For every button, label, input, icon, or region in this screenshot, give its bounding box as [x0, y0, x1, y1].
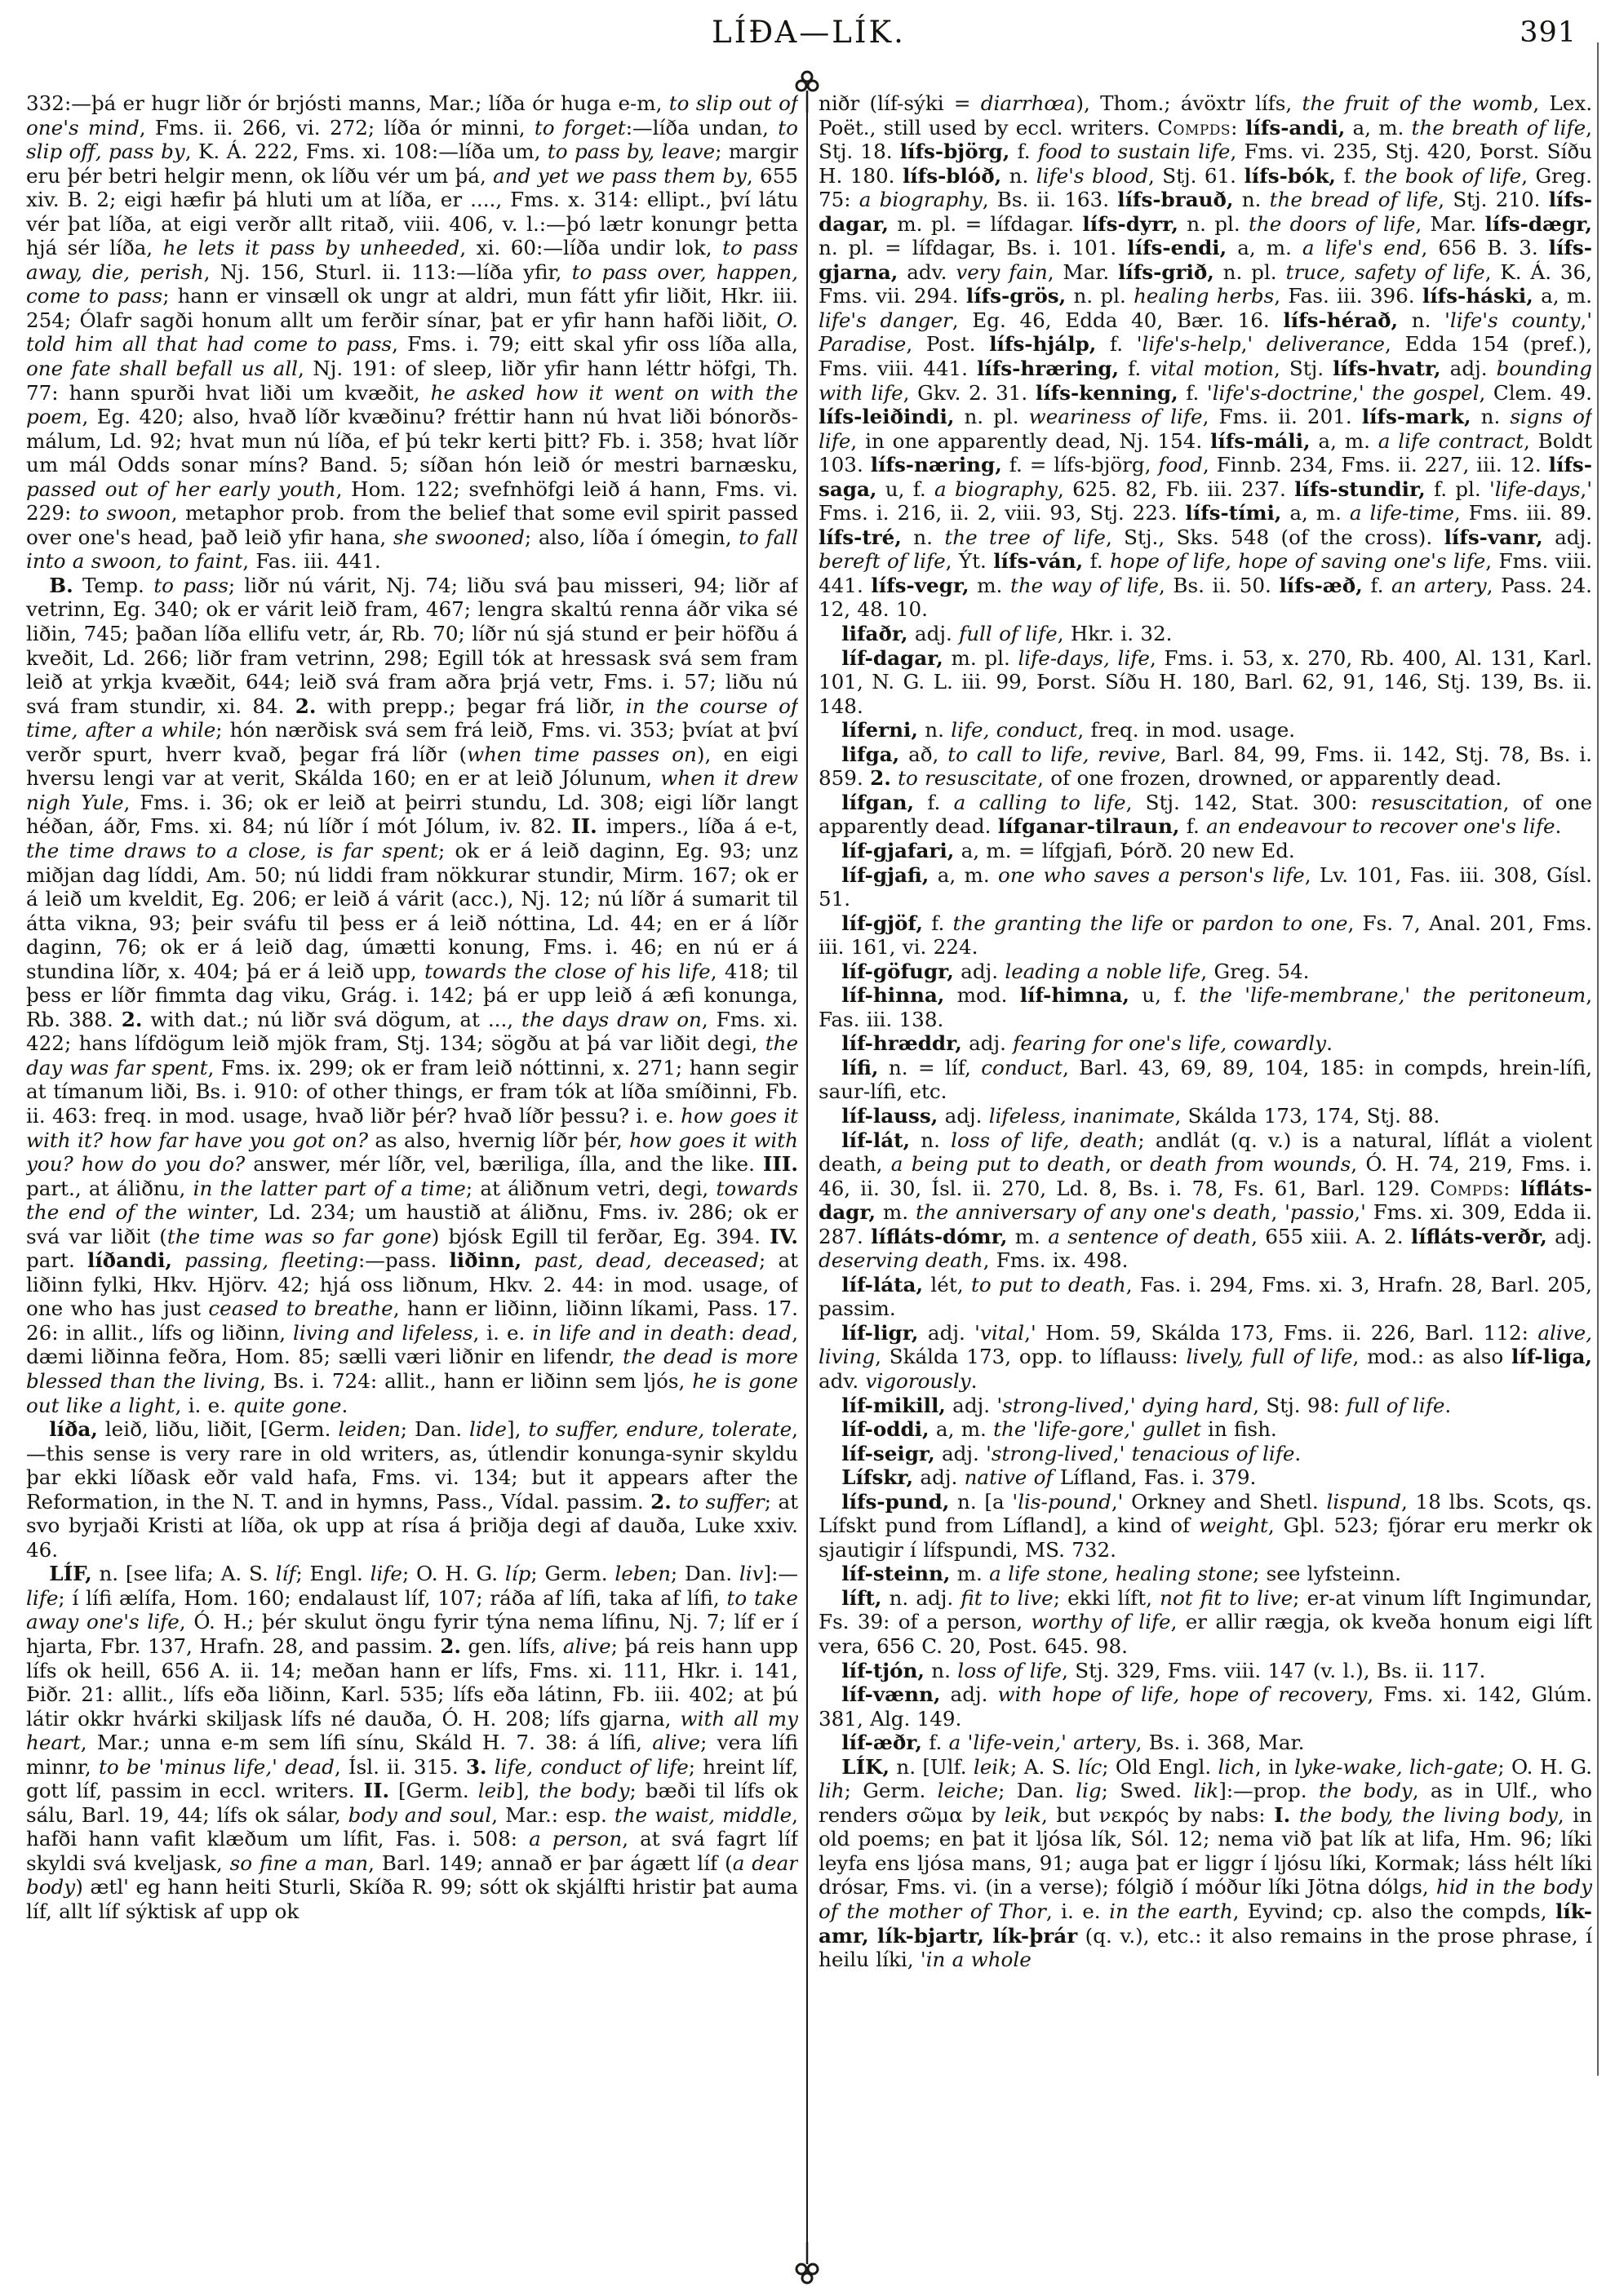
dictionary-paragraph: líf-ligr, adj. 'vital,' Hom. 59, Skálda 173, Fms. ii. 226, Barl. 112: alive, living, Skálda 173, opp. to líflauss: lively, full of life, mod.: as also líf-liga, adv. vigorously. — [819, 1320, 1592, 1393]
dictionary-paragraph: líf-æðr, f. a 'life-vein,' artery, Bs. i. 368, Mar. — [841, 1731, 1305, 1755]
page-header — [26, 15, 1591, 64]
dictionary-paragraph: 332:—þá er hugr liðr ór brjósti manns, Mar.; líða ór huga e-m, to slip out of one's mind, Fms. ii. 266, vi. 272; líða ór minni, to forget:—líða undan, to slip off, pass by, K. Á. 222, Fms. xi. 108:—líða um, to pass by, leave; margir eru þér betri helgir menn, ok líðu vér um þá, and yet we pass them by, 655 xiv. B. 2; eigi hæfir þá hluti um at líða, er ...., Fms. x. 314: ellipt., því látu vér þat líða, at eigi verðr allt ritað, viii. 406, v. l.:—þó lætr konungr þetta hjá sér líða, he lets it pass by unheeded, xi. 60:—líða undir lok, to pass away, die, perish, Nj. 156, Sturl. ii. 113:—líða yfir, to pass over, happen, come to pass; hann er vinsæll ok ungr at aldri, mun fátt yfir liðit, Hkr. iii. 254; Ólafr sagði honum allt um ferðir sínar, þat er yfir hann hafði liðit, O. told him all that had come to pass, Fms. i. 79; eitt skal yfir oss líða alla, one fate shall befall us all, Nj. 191: of sleep, liðr yfir hann léttr höfgi, Th. 77: hann spurði hvat liði um kvæðit, he asked how it went on with the poem, Eg. 420; also, hvað líðr kvæðinu? fréttir hann nú hvat liði bónorðs-málum, Ld. 92; hvat mun nú líða, ef þú tekr kerti þitt? Fb. i. 358; hvat líðr um mál Odds sonar míns? Band. 5; síðan hón leið ór mestri barnæsku, passed out of her early youth, Hom. 122; svefnhöfgi leið á hann, Fms. vi. 229: to swoon, metaphor prob. from the belief that some evil spirit passed over one's head, það leið yfir hana, she swooned; also, líða í ómegin, to fall into a swoon, to faint, Fas. iii. 441. — [26, 91, 798, 574]
page-number: 391 — [1520, 16, 1577, 49]
trefoil-ornament-top — [793, 70, 821, 113]
dictionary-paragraph: líf-lauss, adj. lifeless, inanimate, Skálda 173, 174, Stj. 88. — [841, 1103, 1440, 1128]
dictionary-paragraph: líf-tjón, n. loss of life, Stj. 329, Fms. viii. 147 (v. l.), Bs. ii. 117. — [841, 1658, 1486, 1682]
dictionary-paragraph: líða, leið, liðu, liðit, [Germ. leiden; Dan. lide], to suffer, endure, tolerate,—this sense is very rare in old writers, as, útlendir konunga-synir skyldu þar ekki líðask eðr vald hafa, Fms. vi. 134; but it appears after the Reformation, in the N. T. and in hymns, Pass., Vídal. passim. 2. to suffer; at svo byrjaði Kristi at líða, ok upp at rísa á þriðja degi af dauða, Luke xxiv. 46. — [26, 1417, 798, 1562]
dictionary-paragraph: lifga, að, to call to life, revive, Barl. 84, 99, Fms. ii. 142, Stj. 78, Bs. i. 859. 2. to resuscitate, of one frozen, drowned, or apparently dead. — [819, 742, 1592, 791]
dictionary-paragraph: lífs-pund, n. [a 'lis-pound,' Orkney and Shetl. lispund, 18 lbs. Scots, qs. Lífskt pund from Lífland], a kind of weight, Gþl. 523; fjórar eru merkr ok sjautigir í lífspundi, MS. 732. — [819, 1489, 1592, 1562]
right-column — [819, 91, 1592, 2280]
dictionary-paragraph: líf-oddi, a, m. the 'life-gore,' gullet in fish. — [841, 1417, 1277, 1442]
trefoil-ornament-bottom — [793, 2242, 821, 2285]
dictionary-paragraph: Lífskr, adj. native of Lífland, Fas. i. 379. — [841, 1465, 1257, 1490]
dictionary-paragraph: líf-hinna, mod. líf-himna, u, f. the 'life-membrane,' the peritoneum, Fas. iii. 138. — [819, 983, 1592, 1031]
dictionary-paragraph: lifaðr, adj. full of life, Hkr. i. 32. — [841, 622, 1173, 646]
dictionary-paragraph: lífgan, f. a calling to life, Stj. 142, Stat. 300: resuscitation, of one apparently dead. lífganar-tilraun, f. an endeavour to recover one's life. — [819, 790, 1592, 839]
dictionary-paragraph: líferni, n. life, conduct, freq. in mod. usage. — [841, 718, 1296, 742]
left-column — [26, 91, 798, 2280]
dictionary-paragraph: líf-göfugr, adj. leading a noble life, Greg. 54. — [841, 959, 1310, 983]
dictionary-paragraph: líf-gjöf, f. the granting the life or pardon to one, Fs. 7, Anal. 201, Fms. iii. 161, vi. 224. — [819, 911, 1592, 960]
column-divider-rule — [806, 108, 808, 2244]
dictionary-paragraph: líf-dagar, m. pl. life-days, life, Fms. i. 53, x. 270, Rb. 400, Al. 131, Karl. 101, N. G. L. iii. 99, Þorst. Síðu H. 180, Barl. 62, 91, 146, Stj. 139, Bs. ii. 148. — [819, 645, 1592, 718]
dictionary-paragraph: B. Temp. to pass; liðr nú várit, Nj. 74; liðu svá þau misseri, 94; liðr af vetrinn, Eg. 340; ok er várit leið fram, 467; lengra skaltú renna áðr vika sé liðin, 745; þaðan líða ellifu vetr, ár, Rb. 70; líðr nú sjá stund er þeir höfðu á kveðit, Ld. 266; liðr fram vetrinn, 298; Egill tók at hressask svá sem fram leið at yrkja kvæðit, 644; leið svá fram aðra þrjá vetr, Fms. i. 57; liðu nú svá fram stundir, xi. 84. 2. with prepp.; þegar frá liðr, in the course of time, after a while; hón nærðisk svá sem frá leið, Fms. vi. 353; þvíat at því verðr spurt, hverr kvað, þegar frá líðr (when time passes on), en eigi hversu lengi var at verit, Skálda 160; en er at leið Jólunum, when it drew nigh Yule, Fms. i. 36; ok er leið at þeirri stundu, Ld. 308; eigi líðr langt héðan, áðr, Fms. xi. 84; nú líðr í mót Jólum, iv. 82. II. impers., líða á e-t, the time draws to a close, is far spent; ok er á leið daginn, Eg. 93; unz miðjan dag líddi, Am. 50; nú liddi fram nökkurar stundir, Mirm. 167; ok er á leið um kveldit, Eg. 206; er leið á várit (acc.), Nj. 12; nú líðr á sumarit til átta vikna, 93; þeir sváfu til þess er á leið nóttina, Ld. 44; en er á líðr daginn, 76; ok er á leið dag, úmætti konung, Fms. i. 46; en nú er á stundina líðr, x. 404; þá er á leið upp, towards the close of his life, 418; til þess er líðr fimmta dag viku, Grág. i. 142; þá er upp leið á æfi konunga, Rb. 388. 2. with dat.; nú liðr svá dögum, at ..., the days draw on, Fms. xi. 422; hans lífdögum leið mjök fram, Stj. 134; sögðu at þá var liðit degi, the day was far spent, Fms. ix. 299; ok er fram leið nóttinni, x. 271; hann segir at tímanum liði, Bs. i. 910: of other things, er fram tók at líða smíðinni, Fb. ii. 463: freq. in mod. usage, hvað liðr þér? hvað líðr þessu? i. e. how goes it with it? how far have you got on? as also, hvernig líðr þér, how goes it with you? how do you do? answer, mér líðr, vel, bæriliga, ílla, and the like. III. part., at áliðnu, in the latter part of a time; at áliðnum vetri, degi, towards the end of the winter, Ld. 234; um haustið at áliðnu, Fms. iv. 286; ok er svá var liðit (the time was so far gone) bjósk Egill til ferðar, Eg. 394. IV. part. líðandi, passing, fleeting:—pass. liðinn, past, dead, deceased; at liðinn fylki, Hkv. Hjörv. 42; hjá oss liðnum, Hkv. 2. 44: in mod. usage, of one who has just ceased to breathe, hann er liðinn, liðinn líkami, Pass. 17. 26: in allit., lífs og liðinn, living and lifeless, i. e. in life and in death: dead, dæmi liðinna feðra, Hom. 85; sælli væri liðnir en lifendr, the dead is more blessed than the living, Bs. i. 724: allit., hann er liðinn sem ljós, he is gone out like a light, i. e. quite gone. — [26, 573, 798, 1417]
dictionary-paragraph: niðr (líf-sýki = diarrhœa), Thom.; ávöxtr lífs, the fruit of the womb, Lex. Poët., still used by eccl. writers. Compds: lífs-andi, a, m. the breath of life, Stj. 18. lífs-björg, f. food to sustain life, Fms. vi. 235, Stj. 420, Þorst. Síðu H. 180. lífs-blóð, n. life's blood, Stj. 61. lífs-bók, f. the book of life, Greg. 75: a biography, Bs. ii. 163. lífs-brauð, n. the bread of life, Stj. 210. lífs-dagar, m. pl. = lífdagar. lífs-dyrr, n. pl. the doors of life, Mar. lífs-dægr, n. pl. = lífdagar, Bs. i. 101. lífs-endi, a, m. a life's end, 656 B. 3. lífs-gjarna, adv. very fain, Mar. lífs-grið, n. pl. truce, safety of life, K. Á. 36, Fms. vii. 294. lífs-grös, n. pl. healing herbs, Fas. iii. 396. lífs-háski, a, m. life's danger, Eg. 46, Edda 40, Bær. 16. lífs-hérað, n. 'life's county,' Paradise, Post. lífs-hjálp, f. 'life's-help,' deliverance, Edda 154 (pref.), Fms. viii. 441. lífs-hræring, f. vital motion, Stj. lífs-hvatr, adj. bounding with life, Gkv. 2. 31. lífs-kenning, f. 'life's-doctrine,' the gospel, Clem. 49. lífs-leiðindi, n. pl. weariness of life, Fms. ii. 201. lífs-mark, n. signs of life, in one apparently dead, Nj. 154. lífs-máli, a, m. a life contract, Boldt 103. lífs-næring, f. = lífs-björg, food, Finnb. 234, Fms. ii. 227, iii. 12. lífs-saga, u, f. a biography, 625. 82, Fb. iii. 237. lífs-stundir, f. pl. 'life-days,' Fms. i. 216, ii. 2, viii. 93, Stj. 223. lífs-tími, a, m. a life-time, Fms. iii. 89. lífs-tré, n. the tree of life, Stj., Sks. 548 (of the cross). lífs-vanr, adj. bereft of life, Ýt. lífs-ván, f. hope of life, hope of saving one's life, Fms. viii. 441. lífs-vegr, m. the way of life, Bs. ii. 50. lífs-æð, f. an artery, Pass. 24. 12, 48. 10. — [819, 91, 1592, 622]
dictionary-paragraph: líf-hræddr, adj. fearing for one's life, cowardly. — [841, 1031, 1333, 1056]
dictionary-paragraph: líf-gjafi, a, m. one who saves a person's life, Lv. 101, Fas. iii. 308, Gísl. 51. — [819, 862, 1592, 911]
dictionary-paragraph: lífi, n. = líf, conduct, Barl. 43, 69, 89, 104, 185: in compds, hrein-lífi, saur-lífi, etc. — [819, 1055, 1592, 1104]
dictionary-paragraph: líf-láta, lét, to put to death, Fas. i. 294, Fms. xi. 3, Hrafn. 28, Barl. 205, passim. — [819, 1272, 1592, 1321]
dictionary-paragraph: líf-lát, n. loss of life, death; andlát (q. v.) is a natural, líflát a violent death, a being put to death, or death from wounds, Ó. H. 74, 219, Fms. i. 46, ii. 30, Ísl. ii. 270, Ld. 8, Bs. i. 78, Fs. 61, Barl. 129. Compds: lífláts-dagr, m. the anniversary of any one's death, 'passio,' Fms. xi. 309, Edda ii. 287. lífláts-dómr, m. a sentence of death, 655 xiii. A. 2. lífláts-verðr, adj. deserving death, Fms. ix. 498. — [819, 1128, 1592, 1273]
dictionary-paragraph: líf-seigr, adj. 'strong-lived,' tenacious of life. — [841, 1441, 1302, 1465]
dictionary-paragraph: líf-mikill, adj. 'strong-lived,' dying hard, Stj. 98: full of life. — [841, 1393, 1452, 1417]
dictionary-paragraph: líft, n. adj. fit to live; ekki líft, not fit to live; er-at vinum líft Ingimundar, Fs. 39: of a person, worthy of life, er allir rægja, ok kveða honum eigi líft vera, 656 C. 20, Post. 645. 98. — [819, 1585, 1592, 1658]
page-title: LÍÐA—LÍK. — [712, 15, 906, 50]
scan-edge-artifact-line — [1597, 42, 1599, 2076]
dictionary-paragraph: LÍF, n. [see lifa; A. S. líf; Engl. life; O. H. G. líp; Germ. leben; Dan. liv]:—life; í lífi ælífa, Hom. 160; endalaust líf, 107; ráða af lífi, taka af lífi, to take away one's life, Ó. H.; þér skulut öngu fyrir týna nema lífinu, Nj. 7; líf er í hjarta, Fbr. 137, Hrafn. 28, and passim. 2. gen. lífs, alive; þá reis hann upp lífs ok heill, 656 A. ii. 14; meðan hann er lífs, Fms. xi. 111, Hkr. i. 141, Þiðr. 21: allit., lífs eða liðinn, Karl. 535; lífs eða látinn, Fb. iii. 402; at þú látir okkr hvárki skiljask lífs né dauða, Ó. H. 208; lífs gjarna, with all my heart, Mar.; unna e-m sem lífi sínu, Skáld H. 7. 38: á lífi, alive; vera lífi minnr, to be 'minus life,' dead, Ísl. ii. 315. 3. life, conduct of life; hreint líf, gott líf, passim in eccl. writers. II. [Germ. leib], the body; bæði til lífs ok sálu, Barl. 19, 44; lífs ok sálar, body and soul, Mar.: esp. the waist, middle, hafði hann vafit klæðum um lífit, Fas. i. 508: a person, at svá fagrt líf skyldi svá kveljask, so fine a man, Barl. 149; annað er þar ágætt líf (a dear body) ætl' eg hann heiti Sturli, Skíða R. 99; sótt ok skjálfti hristir þat auma líf, allt líf sýktisk af upp ok — [26, 1562, 798, 1924]
dictionary-paragraph: LÍK, n. [Ulf. leik; A. S. líc; Old Engl. lich, in lyke-wake, lich-gate; O. H. G. lih; Germ. leiche; Dan. lig; Swed. lik]:—prop. the body, as in Ulf., who renders σῶμα by leik, but νεκρός by nabs: I. the body, the living body, in old poems; en þat it ljósa lík, Sól. 12; nema við þat lík at lifa, Hm. 96; líki leyfa ens ljósa mans, 91; auga þat er liggr í ljósu líki, Kormak; láss hélt líki drósar, Fms. vi. (in a verse); fólgið í móður líki Jötna dólgs, hid in the body of the mother of Thor, i. e. in the earth, Eyvind; cp. also the compds, lík-amr, lík-bjartr, lík-þrár (q. v.), etc.: it also remains in the prose phrase, í heilu líki, 'in a whole — [819, 1754, 1592, 1972]
dictionary-paragraph: líf-vænn, adj. with hope of life, hope of recovery, Fms. xi. 142, Glúm. 381, Alg. 149. — [819, 1682, 1592, 1731]
dictionary-paragraph: líf-steinn, m. a life stone, healing stone; see lyfsteinn. — [841, 1562, 1401, 1586]
dictionary-paragraph: líf-gjafari, a, m. = lífgjafi, Þórð. 20 new Ed. — [841, 838, 1295, 862]
